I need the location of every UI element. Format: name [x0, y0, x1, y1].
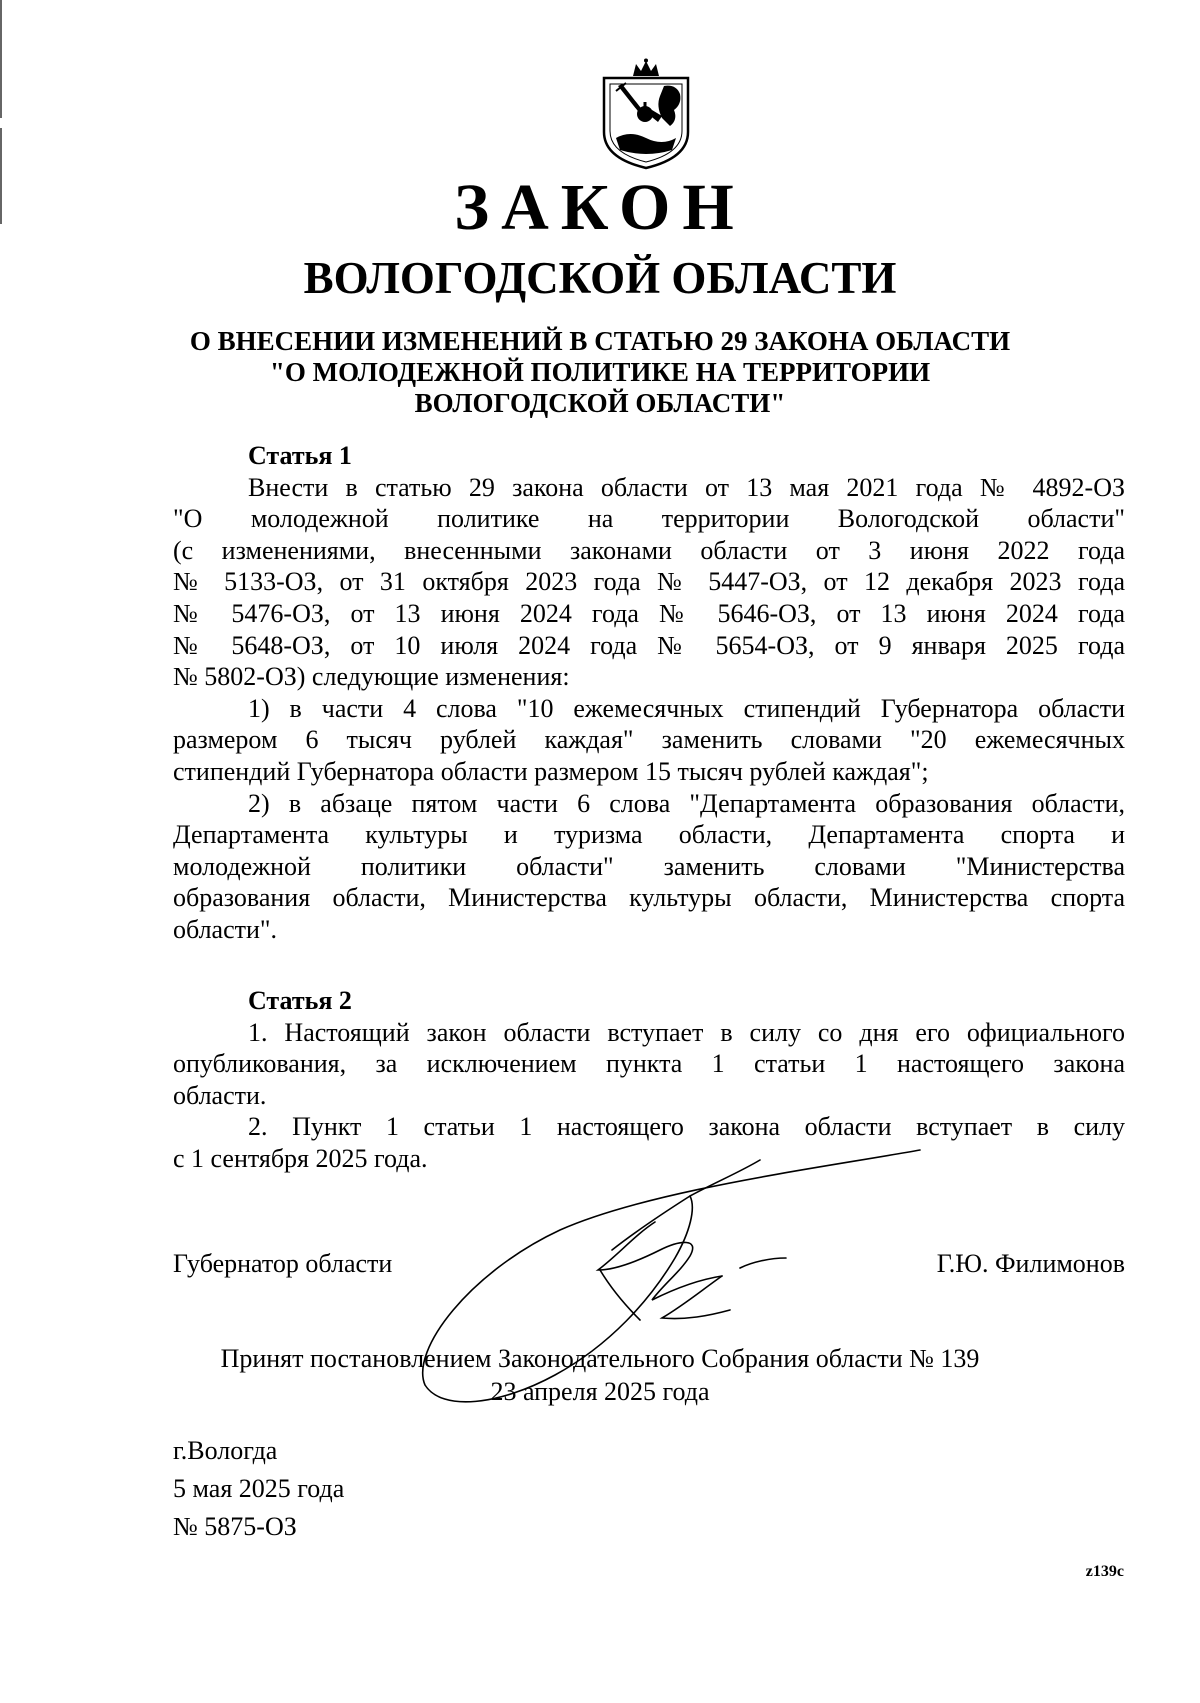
text-line: Внести в статью 29 закона области от 13 мая 2021 года № 4892-ОЗ [248, 472, 1125, 502]
text-line: 2. Пункт 1 статьи 1 настоящего закона области вступает в силу [248, 1112, 1125, 1142]
signing-details [173, 1432, 344, 1546]
signatory-name: Г.Ю. Филимонов [936, 1249, 1125, 1278]
text-line: № 5476-ОЗ, от 13 июня 2024 года № 5646-ОЗ, от 13 июня 2024 года [173, 598, 1125, 628]
vologda-coat-of-arms-icon [600, 58, 692, 170]
article-heading: Статья 2 [248, 986, 352, 1015]
text-line: области". [173, 914, 278, 944]
text-line: опубликования, за исключением пункта 1 статьи 1 настоящего закона [173, 1049, 1125, 1079]
signatory-position: Губернатор области [173, 1249, 393, 1278]
text-line: размером 6 тысяч рублей каждая" заменить словами "20 ежемесячных [173, 725, 1125, 755]
scan-edge-mark [0, 0, 2, 118]
law-title-line: О ВНЕСЕНИИ ИЗМЕНЕНИЙ В СТАТЬЮ 29 ЗАКОНА ОБЛАСТИ [189, 326, 1011, 356]
text-line: (с изменениями, внесенными законами области от 3 июня 2022 года [173, 535, 1125, 565]
text-line: стипендий Губернатора области размером 15 тысяч рублей каждая"; [173, 756, 929, 786]
adoption-date: 23 апреля 2025 года [490, 1377, 710, 1406]
text-line: 2) в абзаце пятом части 6 слова "Департамента образования области, [248, 788, 1125, 818]
article-1 [173, 440, 1125, 946]
law-number: № 5875-ОЗ [173, 1512, 297, 1541]
text-line: Департамента культуры и туризма области, Департамента спорта и [173, 820, 1125, 850]
region-heading: ВОЛОГОДСКОЙ ОБЛАСТИ [303, 253, 897, 303]
text-line: № 5133-ОЗ, от 31 октября 2023 года № 5447-ОЗ, от 12 декабря 2023 года [173, 567, 1125, 597]
signing-date: 5 мая 2025 года [173, 1474, 345, 1503]
document-type-heading: ЗАКОН [454, 171, 746, 244]
text-line: с 1 сентября 2025 года. [173, 1143, 428, 1173]
document-code: z139c [1085, 1563, 1124, 1580]
law-title-line: ВОЛОГОДСКОЙ ОБЛАСТИ" [414, 388, 786, 418]
article-2 [173, 985, 1125, 1175]
text-line: молодежной политики области" заменить словами "Министерства [173, 851, 1125, 881]
text-line: области. [173, 1080, 267, 1110]
article-heading: Статья 1 [248, 441, 352, 470]
text-line: 1) в части 4 слова "10 ежемесячных стипендий Губернатора области [248, 693, 1125, 723]
text-line: образования области, Министерства культуры области, Министерства спорта [173, 883, 1125, 913]
text-line: № 5802-ОЗ) следующие изменения: [173, 662, 570, 692]
signing-city: г.Вологда [173, 1436, 278, 1465]
text-line: № 5648-ОЗ, от 10 июля 2024 года № 5654-ОЗ, от 9 января 2025 года [173, 630, 1125, 660]
law-title-line: "О МОЛОДЕЖНОЙ ПОЛИТИКЕ НА ТЕРРИТОРИИ [269, 357, 931, 387]
text-line: "О молодежной политике на территории Вологодской области" [173, 504, 1125, 534]
adoption-note [0, 1342, 1200, 1408]
law-title [0, 326, 1200, 419]
text-line: 1. Настоящий закон области вступает в силу со дня его официального [248, 1017, 1125, 1047]
adoption-line: Принят постановлением Законодательного Собрания области № 139 [220, 1344, 980, 1373]
